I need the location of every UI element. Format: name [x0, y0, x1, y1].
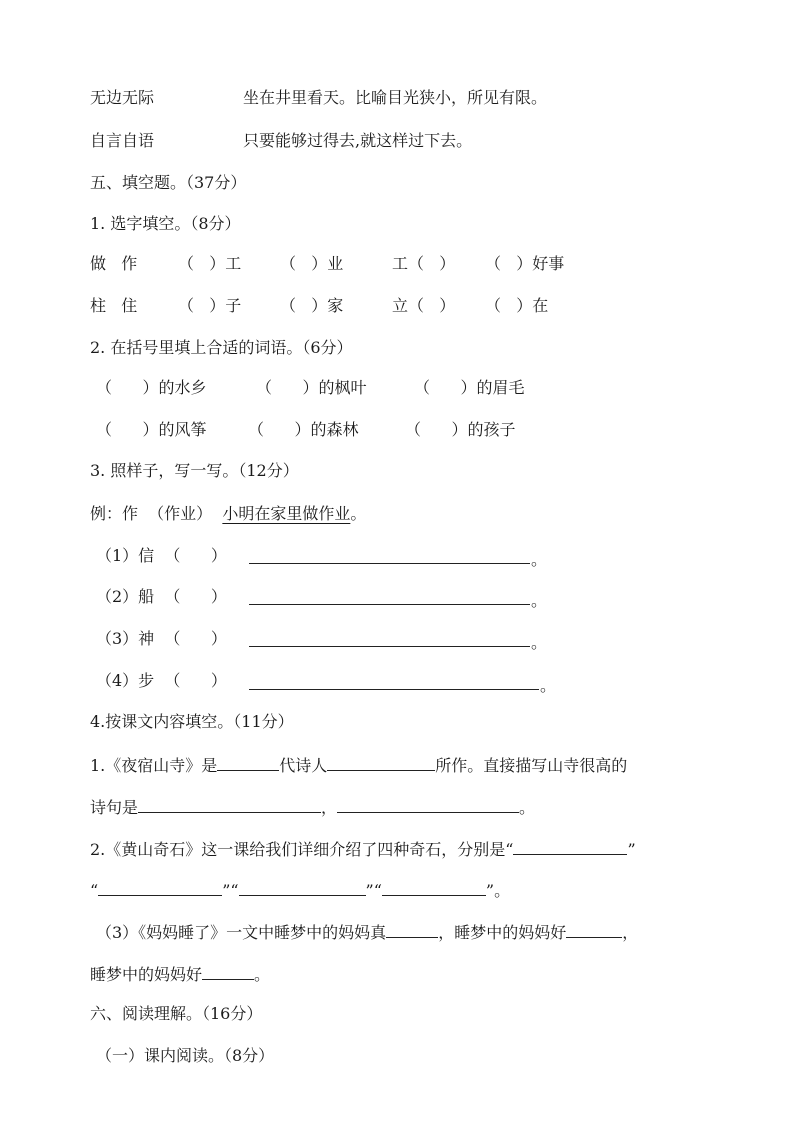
blank[interactable] — [138, 796, 321, 813]
q4-p1-a: 1.《夜宿山寺》是 — [90, 756, 218, 775]
q4-p3-b: ，睡梦中的妈妈好 — [438, 923, 567, 942]
q2-item: （ ）的孩子 — [405, 420, 516, 439]
section-6-subtitle: （一）课内阅读。（8分） — [96, 1046, 275, 1065]
q1-row1-item: （ ）工 — [178, 254, 242, 273]
blank[interactable] — [386, 921, 438, 938]
blank[interactable] — [327, 754, 435, 771]
section-5-title: 五、填空题。（37分） — [90, 173, 247, 192]
q4-p1-c: 所作。直接描写山寺很高的 — [435, 756, 628, 775]
blank[interactable] — [513, 838, 627, 855]
q4-p3-d: 睡梦中的妈妈好 — [90, 965, 203, 984]
q2-item: （ ）的水乡 — [96, 378, 207, 397]
q1-row2-item: 立（ ） — [392, 296, 456, 315]
q3-item-end: 。 — [531, 591, 548, 610]
q3-example-end: 。 — [350, 504, 367, 523]
q2-item: （ ）的枫叶 — [256, 378, 367, 397]
q1-row2-item: （ ）在 — [485, 296, 549, 315]
q4-p1-f: 。 — [519, 798, 536, 817]
match-meaning-2: 只要能够过得去,就这样过下去。 — [243, 131, 473, 150]
q4-p3-line1 — [96, 921, 638, 943]
q4-p2-line2 — [90, 879, 510, 901]
q4-p2-b: ” — [627, 840, 636, 859]
answer-line[interactable] — [249, 672, 539, 690]
q4-p1-line2 — [90, 796, 535, 818]
q1-row2-item: （ ）子 — [178, 296, 242, 315]
q4-p1-b: 代诗人 — [279, 756, 328, 775]
match-meaning-1: 坐在井里看天。比喻目光狭小，所见有限。 — [243, 88, 548, 107]
answer-line[interactable] — [249, 587, 530, 605]
q4-p3-c: ， — [622, 923, 639, 942]
q3-item-label: （2）船 （ ） — [96, 587, 227, 606]
q4-p1-e: ， — [321, 798, 338, 817]
q1-row1-item: 工（ ） — [392, 254, 456, 273]
blank[interactable] — [382, 879, 486, 896]
q3-item-label: （1）信 （ ） — [96, 546, 227, 565]
q3-example-sentence: 小明在家里做作业 — [222, 504, 351, 523]
q4-p1-d: 诗句是 — [90, 798, 139, 817]
q1-row1-item: （ ）好事 — [485, 254, 565, 273]
q3-example — [90, 504, 366, 524]
q1-row2-item: （ ）家 — [280, 296, 344, 315]
section-6-title: 六、阅读理解。（16分） — [90, 1004, 263, 1023]
q3-title: 3. 照样子，写一写。（12分） — [90, 461, 299, 480]
blank[interactable] — [98, 879, 222, 896]
blank[interactable] — [239, 879, 366, 896]
q1-title: 1. 选字填空。（8分） — [90, 214, 241, 233]
quote: ”。 — [485, 881, 511, 900]
blank[interactable] — [217, 754, 279, 771]
blank[interactable] — [202, 963, 254, 980]
quote: “ — [90, 881, 99, 900]
q3-item-end: 。 — [531, 633, 548, 652]
q4-p1-line1 — [90, 754, 627, 776]
answer-line[interactable] — [249, 546, 530, 564]
quote: ”“ — [365, 881, 382, 900]
q4-p3-a: （3）《妈妈睡了》一文中睡梦中的妈妈真 — [96, 923, 387, 942]
q3-item-label: （3）神 （ ） — [96, 629, 227, 648]
blank[interactable] — [566, 921, 622, 938]
q2-item: （ ）的眉毛 — [414, 378, 525, 397]
q2-title: 2. 在括号里填上合适的词语。（6分） — [90, 338, 353, 357]
q4-p3-line2 — [90, 963, 270, 985]
q4-p3-e: 。 — [254, 965, 271, 984]
match-term-2: 自言自语 — [90, 131, 155, 150]
q4-p2-line1 — [90, 838, 636, 860]
q3-item-label: （4）步 （ ） — [96, 671, 227, 690]
q4-p2-a: 2.《黄山奇石》这一课给我们详细介绍了四种奇石，分别是“ — [90, 840, 514, 859]
blank[interactable] — [337, 796, 519, 813]
q3-item-end: 。 — [531, 550, 548, 569]
match-term-1: 无边无际 — [90, 88, 155, 107]
q3-example-prefix: 例：作 （作业） — [90, 504, 213, 523]
q1-row1-chars: 做 作 — [90, 254, 138, 273]
q3-item-end: 。 — [540, 676, 557, 695]
q1-row2-chars: 柱 住 — [90, 296, 138, 315]
answer-line[interactable] — [249, 629, 530, 647]
q2-item: （ ）的风筝 — [96, 420, 207, 439]
q1-row1-item: （ ）业 — [280, 254, 344, 273]
quote: ”“ — [222, 881, 239, 900]
q4-title: 4.按课文内容填空。（11分） — [90, 712, 294, 731]
q2-item: （ ）的森林 — [248, 420, 359, 439]
